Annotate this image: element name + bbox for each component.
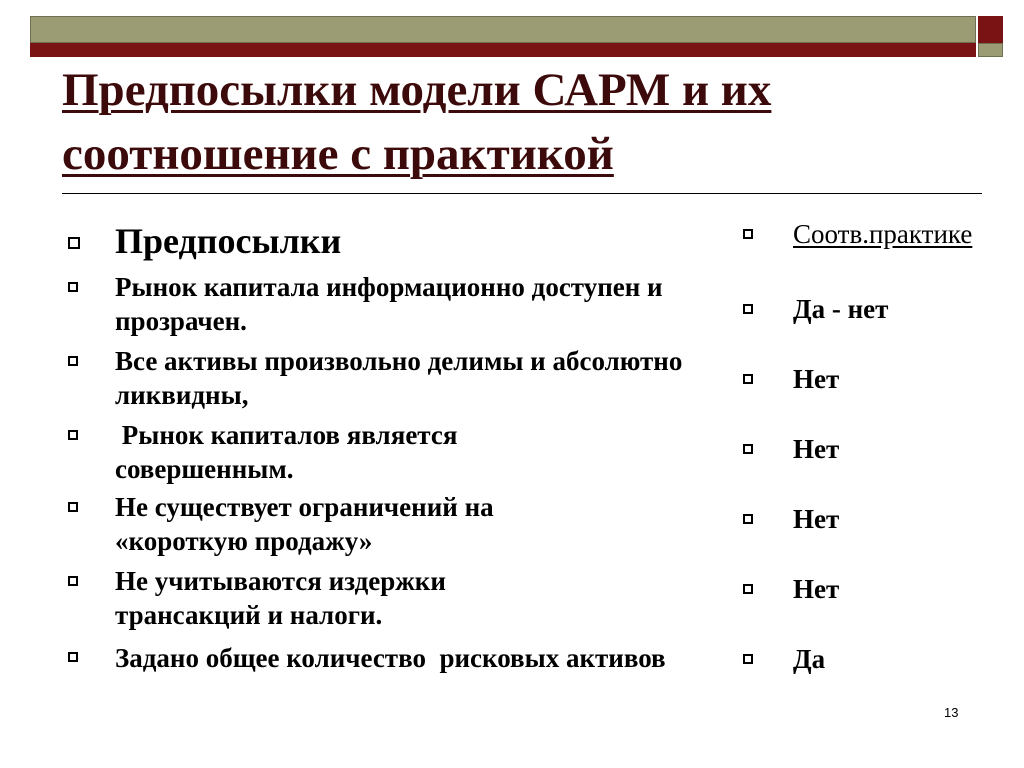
page-number: 13 (944, 705, 959, 720)
square-bullet-icon (743, 374, 753, 384)
title-divider (62, 193, 982, 194)
square-bullet-icon (68, 237, 80, 249)
header-corner-olive-block (978, 43, 1003, 57)
left-list-item-6: Задано общее количество рисковых активов (115, 643, 666, 673)
square-bullet-icon (68, 430, 78, 440)
slide-title: Предпосылки модели САРМ и их соотношение с практикой (62, 64, 772, 180)
square-bullet-icon (68, 356, 78, 366)
left-list-heading: Предпосылки (115, 221, 342, 261)
square-bullet-icon (743, 304, 753, 314)
square-bullet-icon (743, 229, 753, 239)
right-list-item-3: Нет (793, 434, 840, 464)
square-bullet-icon (743, 514, 753, 524)
square-bullet-icon (743, 584, 753, 594)
left-list-item-4: Не существует ограничений на «короткую продажу» (115, 492, 494, 556)
square-bullet-icon (68, 282, 78, 292)
square-bullet-icon (743, 654, 753, 664)
square-bullet-icon (68, 652, 78, 662)
right-list-item-1: Да - нет (793, 294, 889, 324)
left-list-item-2: Все активы произвольно делимы и абсолютно ликвидны, (115, 346, 683, 410)
square-bullet-icon (743, 444, 753, 454)
left-list-item-5: Не учитываются издержки трансакций и налоги. (115, 566, 446, 630)
header-olive-bar (30, 16, 976, 43)
right-list-item-5: Нет (793, 574, 840, 604)
header-maroon-bar (30, 43, 976, 57)
right-list-heading: Соотв.практике (793, 219, 973, 249)
square-bullet-icon (68, 576, 78, 586)
left-list-item-1: Рынок капитала информационно доступен и прозрачен. (115, 272, 663, 336)
square-bullet-icon (68, 502, 78, 512)
header-corner-maroon-block (978, 16, 1003, 43)
right-list-item-4: Нет (793, 504, 840, 534)
right-list-item-6: Да (793, 644, 826, 674)
right-list-item-2: Нет (793, 364, 840, 394)
left-list-item-3: Рынок капиталов является совершенным. (115, 420, 465, 484)
